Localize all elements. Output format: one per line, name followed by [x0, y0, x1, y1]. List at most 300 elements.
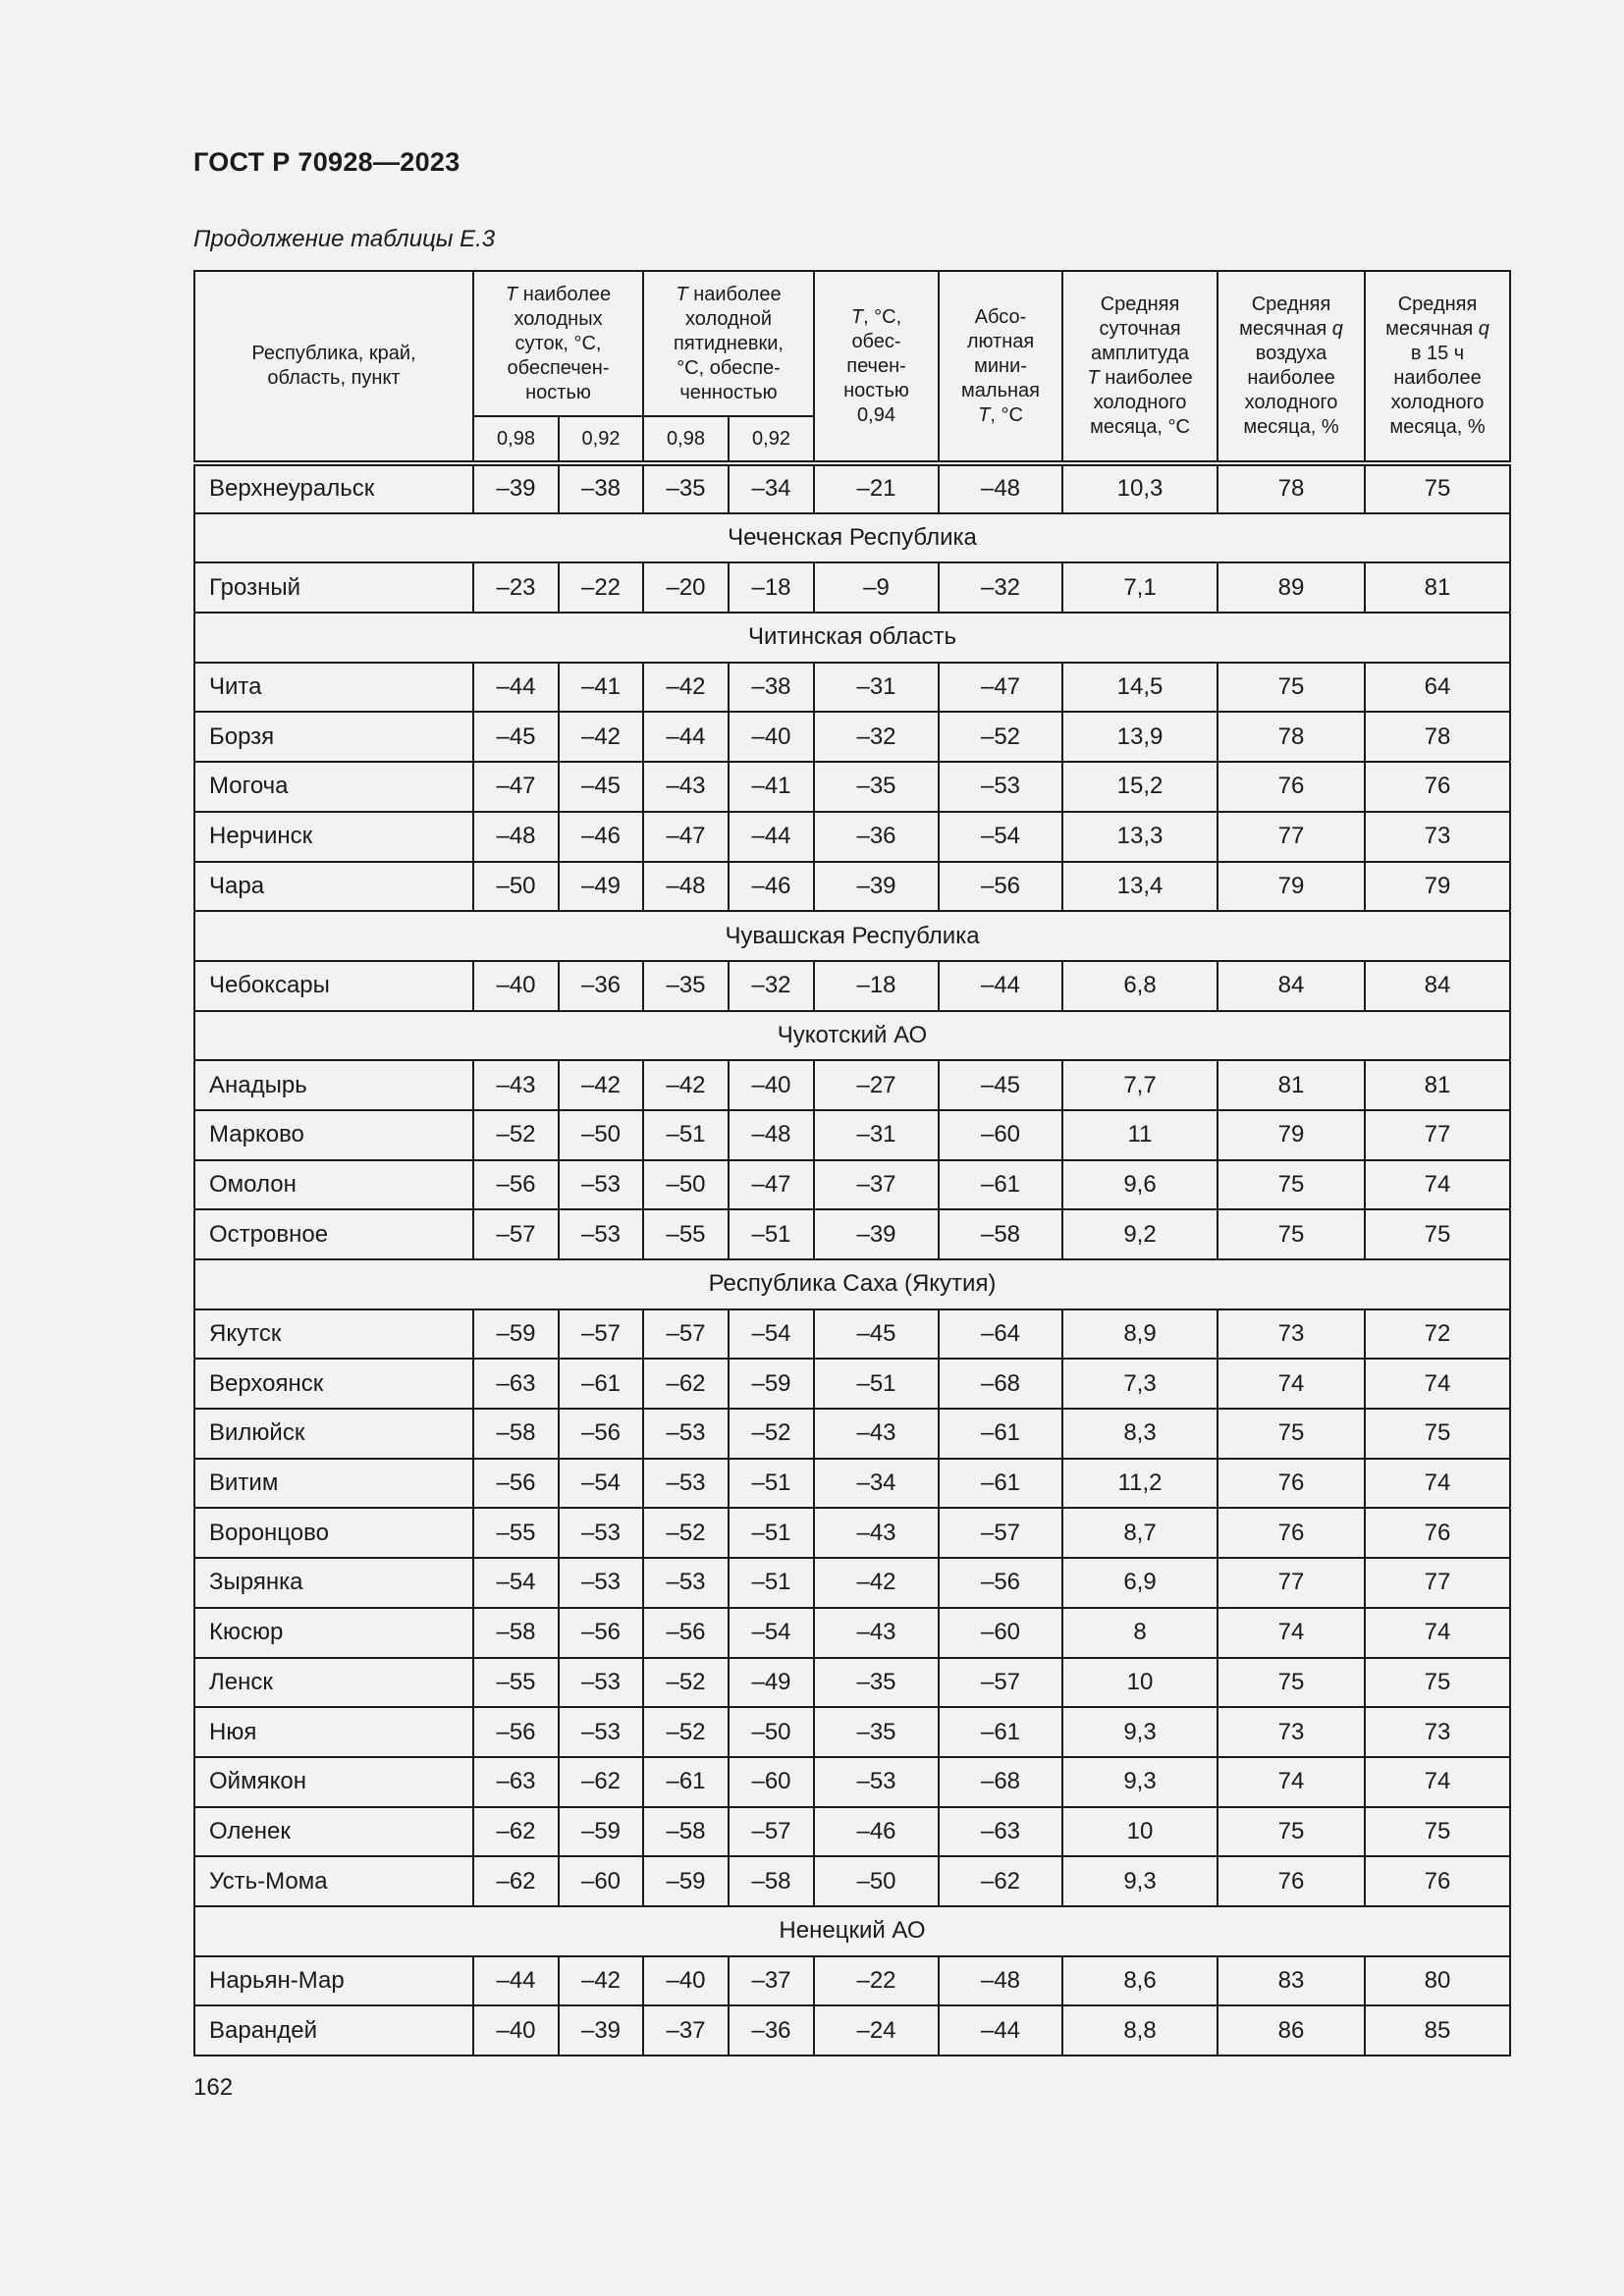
value-cell: 76	[1218, 1856, 1365, 1906]
value-cell: 84	[1218, 961, 1365, 1011]
value-cell: –37	[643, 2005, 729, 2056]
value-cell: –38	[729, 663, 814, 713]
value-cell: 75	[1365, 1409, 1510, 1459]
value-cell: 74	[1218, 1359, 1365, 1409]
place-name-cell: Усть-Мома	[194, 1856, 473, 1906]
value-cell: –50	[814, 1856, 939, 1906]
table-row	[194, 712, 1510, 762]
value-cell: –35	[643, 463, 729, 513]
value-cell: –40	[473, 2005, 559, 2056]
value-cell: –35	[814, 762, 939, 812]
value-cell: –47	[939, 663, 1062, 713]
value-cell: 80	[1365, 1956, 1510, 2006]
table-row	[194, 1110, 1510, 1160]
value-cell: –62	[473, 1856, 559, 1906]
place-name-cell: Оленек	[194, 1807, 473, 1857]
table-row	[194, 961, 1510, 1011]
value-cell: 9,3	[1062, 1856, 1218, 1906]
table-row	[194, 1807, 1510, 1857]
table-row	[194, 1757, 1510, 1807]
value-cell: 74	[1365, 1359, 1510, 1409]
value-cell: 78	[1218, 712, 1365, 762]
value-cell: –39	[559, 2005, 643, 2056]
value-cell: 8,7	[1062, 1508, 1218, 1558]
value-cell: 74	[1365, 1608, 1510, 1658]
value-cell: –57	[643, 1309, 729, 1360]
value-cell: –38	[559, 463, 643, 513]
place-name-cell: Могоча	[194, 762, 473, 812]
value-cell: –53	[559, 1209, 643, 1259]
value-cell: –62	[643, 1359, 729, 1409]
value-cell: –53	[559, 1508, 643, 1558]
value-cell: –54	[559, 1459, 643, 1509]
value-cell: 10	[1062, 1658, 1218, 1708]
value-cell: –60	[939, 1110, 1062, 1160]
value-cell: 15,2	[1062, 762, 1218, 812]
value-cell: –43	[814, 1508, 939, 1558]
value-cell: –44	[939, 961, 1062, 1011]
value-cell: 14,5	[1062, 663, 1218, 713]
place-name-cell: Варандей	[194, 2005, 473, 2056]
value-cell: –51	[643, 1110, 729, 1160]
value-cell: –61	[939, 1160, 1062, 1210]
value-cell: 75	[1218, 1409, 1365, 1459]
value-cell: –54	[729, 1309, 814, 1360]
value-cell: 76	[1218, 1508, 1365, 1558]
value-cell: –47	[473, 762, 559, 812]
value-cell: 76	[1365, 762, 1510, 812]
value-cell: 79	[1365, 862, 1510, 912]
value-cell: –53	[643, 1558, 729, 1608]
table-row	[194, 1459, 1510, 1509]
table-row	[194, 2005, 1510, 2056]
value-cell: 13,4	[1062, 862, 1218, 912]
table-row	[194, 1658, 1510, 1708]
value-cell: 8,8	[1062, 2005, 1218, 2056]
value-cell: –36	[729, 2005, 814, 2056]
value-cell: 11,2	[1062, 1459, 1218, 1509]
table-row	[194, 1707, 1510, 1757]
value-cell: –53	[559, 1160, 643, 1210]
value-cell: 75	[1365, 1807, 1510, 1857]
place-name-cell: Нарьян-Мар	[194, 1956, 473, 2006]
value-cell: 79	[1218, 862, 1365, 912]
value-cell: –35	[814, 1707, 939, 1757]
value-cell: –42	[559, 712, 643, 762]
value-cell: –32	[729, 961, 814, 1011]
value-cell: –44	[473, 1956, 559, 2006]
region-row	[194, 1011, 1510, 1061]
document-title: ГОСТ Р 70928—2023	[193, 147, 460, 177]
place-name-cell: Витим	[194, 1459, 473, 1509]
value-cell: 74	[1365, 1160, 1510, 1210]
table-row	[194, 1409, 1510, 1459]
value-cell: –46	[729, 862, 814, 912]
value-cell: –53	[559, 1558, 643, 1608]
value-cell: 10	[1062, 1807, 1218, 1857]
value-cell: –55	[473, 1508, 559, 1558]
place-name-cell: Кюсюр	[194, 1608, 473, 1658]
value-cell: –45	[559, 762, 643, 812]
value-cell: –39	[814, 1209, 939, 1259]
value-cell: 73	[1218, 1309, 1365, 1360]
value-cell: –54	[473, 1558, 559, 1608]
value-cell: 11	[1062, 1110, 1218, 1160]
value-cell: 64	[1365, 663, 1510, 713]
table-row	[194, 463, 1510, 513]
place-name-cell: Борзя	[194, 712, 473, 762]
value-cell: 9,3	[1062, 1707, 1218, 1757]
subheader-092: 0,92	[559, 416, 643, 463]
value-cell: –50	[559, 1110, 643, 1160]
value-cell: 13,9	[1062, 712, 1218, 762]
value-cell: –59	[643, 1856, 729, 1906]
value-cell: –58	[473, 1409, 559, 1459]
value-cell: 81	[1365, 1060, 1510, 1110]
table-row	[194, 1309, 1510, 1360]
value-cell: 83	[1218, 1956, 1365, 2006]
value-cell: –53	[814, 1757, 939, 1807]
value-cell: –56	[939, 862, 1062, 912]
value-cell: 78	[1365, 712, 1510, 762]
value-cell: –60	[939, 1608, 1062, 1658]
page-number: 162	[193, 2074, 234, 2101]
value-cell: –68	[939, 1757, 1062, 1807]
value-cell: 81	[1365, 562, 1510, 613]
value-cell: –42	[559, 1060, 643, 1110]
value-cell: –48	[473, 812, 559, 862]
value-cell: 9,3	[1062, 1757, 1218, 1807]
value-cell: –50	[473, 862, 559, 912]
header-humidity-15h: Средняя месячная q в 15 ч наиболее холодного месяца, %	[1365, 271, 1510, 463]
table-row	[194, 663, 1510, 713]
value-cell: –35	[814, 1658, 939, 1708]
value-cell: 75	[1365, 1209, 1510, 1259]
value-cell: –59	[729, 1359, 814, 1409]
region-row	[194, 613, 1510, 663]
value-cell: –56	[559, 1409, 643, 1459]
value-cell: –32	[814, 712, 939, 762]
value-cell: –39	[473, 463, 559, 513]
value-cell: –32	[939, 562, 1062, 613]
header-t-coldest-five-day: T наиболее холодной пятидневки, °С, обеспе- ченностью	[643, 271, 814, 416]
value-cell: 7,7	[1062, 1060, 1218, 1110]
value-cell: –46	[814, 1807, 939, 1857]
table-body	[194, 463, 1510, 2056]
value-cell: –42	[643, 1060, 729, 1110]
value-cell: –36	[814, 812, 939, 862]
value-cell: –52	[939, 712, 1062, 762]
value-cell: –53	[643, 1409, 729, 1459]
value-cell: –44	[473, 663, 559, 713]
place-name-cell: Якутск	[194, 1309, 473, 1360]
value-cell: 75	[1365, 463, 1510, 513]
value-cell: –9	[814, 562, 939, 613]
value-cell: –57	[559, 1309, 643, 1360]
value-cell: –31	[814, 1110, 939, 1160]
value-cell: –61	[643, 1757, 729, 1807]
value-cell: –51	[729, 1558, 814, 1608]
value-cell: –41	[559, 663, 643, 713]
value-cell: –63	[939, 1807, 1062, 1857]
value-cell: –62	[473, 1807, 559, 1857]
value-cell: 77	[1365, 1558, 1510, 1608]
value-cell: 9,2	[1062, 1209, 1218, 1259]
value-cell: –55	[643, 1209, 729, 1259]
place-name-cell: Чара	[194, 862, 473, 912]
value-cell: –48	[729, 1110, 814, 1160]
value-cell: –39	[814, 862, 939, 912]
value-cell: 85	[1365, 2005, 1510, 2056]
table-row	[194, 1608, 1510, 1658]
place-name-cell: Ленск	[194, 1658, 473, 1708]
value-cell: –51	[814, 1359, 939, 1409]
value-cell: –61	[939, 1459, 1062, 1509]
value-cell: –43	[814, 1409, 939, 1459]
place-name-cell: Марково	[194, 1110, 473, 1160]
value-cell: –58	[729, 1856, 814, 1906]
value-cell: 6,8	[1062, 961, 1218, 1011]
value-cell: –41	[729, 762, 814, 812]
value-cell: –48	[643, 862, 729, 912]
value-cell: –51	[729, 1508, 814, 1558]
header-abs-min: Абсо- лютная мини- мальная T, °С	[939, 271, 1062, 463]
value-cell: 7,1	[1062, 562, 1218, 613]
value-cell: –44	[939, 2005, 1062, 2056]
region-row	[194, 1906, 1510, 1956]
value-cell: –68	[939, 1359, 1062, 1409]
value-cell: –18	[814, 961, 939, 1011]
value-cell: –54	[939, 812, 1062, 862]
value-cell: –53	[559, 1707, 643, 1757]
value-cell: 73	[1365, 1707, 1510, 1757]
value-cell: –64	[939, 1309, 1062, 1360]
value-cell: –47	[643, 812, 729, 862]
value-cell: –63	[473, 1359, 559, 1409]
value-cell: 77	[1218, 1558, 1365, 1608]
header-monthly-humidity: Средняя месячная q воздуха наиболее холодного месяца, %	[1218, 271, 1365, 463]
value-cell: –47	[729, 1160, 814, 1210]
value-cell: –56	[939, 1558, 1062, 1608]
table-row	[194, 862, 1510, 912]
value-cell: 8,6	[1062, 1956, 1218, 2006]
value-cell: 78	[1218, 463, 1365, 513]
value-cell: –60	[559, 1856, 643, 1906]
value-cell: –55	[473, 1658, 559, 1708]
value-cell: –61	[939, 1707, 1062, 1757]
region-row	[194, 911, 1510, 961]
value-cell: –31	[814, 663, 939, 713]
value-cell: 6,9	[1062, 1558, 1218, 1608]
value-cell: 8,3	[1062, 1409, 1218, 1459]
place-name-cell: Верхоянск	[194, 1359, 473, 1409]
value-cell: –56	[473, 1160, 559, 1210]
value-cell: –53	[643, 1459, 729, 1509]
value-cell: 73	[1218, 1707, 1365, 1757]
value-cell: –23	[473, 562, 559, 613]
value-cell: –57	[473, 1209, 559, 1259]
value-cell: –40	[643, 1956, 729, 2006]
table-row	[194, 762, 1510, 812]
value-cell: 74	[1365, 1459, 1510, 1509]
value-cell: –22	[559, 562, 643, 613]
value-cell: –56	[643, 1608, 729, 1658]
table-row	[194, 1558, 1510, 1608]
place-name-cell: Воронцово	[194, 1508, 473, 1558]
value-cell: –43	[473, 1060, 559, 1110]
value-cell: –61	[559, 1359, 643, 1409]
table-row	[194, 1209, 1510, 1259]
region-label: Чеченская Республика	[194, 513, 1510, 563]
value-cell: –37	[729, 1956, 814, 2006]
value-cell: –24	[814, 2005, 939, 2056]
value-cell: –36	[559, 961, 643, 1011]
value-cell: –44	[729, 812, 814, 862]
place-name-cell: Зырянка	[194, 1558, 473, 1608]
place-name-cell: Оймякон	[194, 1757, 473, 1807]
header-t-094: T, °С, обес- печен- ностью 0,94	[814, 271, 939, 463]
value-cell: –51	[729, 1209, 814, 1259]
value-cell: –34	[814, 1459, 939, 1509]
value-cell: –56	[473, 1707, 559, 1757]
value-cell: 76	[1218, 762, 1365, 812]
region-row	[194, 513, 1510, 563]
value-cell: –40	[729, 1060, 814, 1110]
value-cell: 77	[1365, 1110, 1510, 1160]
value-cell: 75	[1218, 1658, 1365, 1708]
value-cell: –62	[939, 1856, 1062, 1906]
value-cell: –42	[643, 663, 729, 713]
value-cell: –42	[559, 1956, 643, 2006]
value-cell: –59	[559, 1807, 643, 1857]
value-cell: –52	[643, 1508, 729, 1558]
value-cell: –63	[473, 1757, 559, 1807]
value-cell: –43	[814, 1608, 939, 1658]
table-row	[194, 1956, 1510, 2006]
value-cell: –21	[814, 463, 939, 513]
header-place: Республика, край, область, пункт	[194, 271, 473, 463]
value-cell: –42	[814, 1558, 939, 1608]
value-cell: –44	[643, 712, 729, 762]
value-cell: –45	[473, 712, 559, 762]
value-cell: –56	[559, 1608, 643, 1658]
value-cell: –27	[814, 1060, 939, 1110]
subheader-092: 0,92	[729, 416, 814, 463]
value-cell: –40	[473, 961, 559, 1011]
place-name-cell: Верхнеуральск	[194, 463, 473, 513]
value-cell: –58	[643, 1807, 729, 1857]
region-label: Чувашская Республика	[194, 911, 1510, 961]
value-cell: –40	[729, 712, 814, 762]
value-cell: 74	[1365, 1757, 1510, 1807]
value-cell: –59	[473, 1309, 559, 1360]
value-cell: 74	[1218, 1608, 1365, 1658]
value-cell: 77	[1218, 812, 1365, 862]
value-cell: –34	[729, 463, 814, 513]
place-name-cell: Чебоксары	[194, 961, 473, 1011]
value-cell: –35	[643, 961, 729, 1011]
value-cell: –45	[939, 1060, 1062, 1110]
value-cell: 72	[1365, 1309, 1510, 1360]
value-cell: 73	[1365, 812, 1510, 862]
value-cell: –54	[729, 1608, 814, 1658]
value-cell: –52	[729, 1409, 814, 1459]
value-cell: 76	[1365, 1856, 1510, 1906]
value-cell: 13,3	[1062, 812, 1218, 862]
subheader-098: 0,98	[473, 416, 559, 463]
value-cell: 76	[1218, 1459, 1365, 1509]
value-cell: –60	[729, 1757, 814, 1807]
place-name-cell: Грозный	[194, 562, 473, 613]
value-cell: –37	[814, 1160, 939, 1210]
table-row	[194, 562, 1510, 613]
value-cell: –48	[939, 1956, 1062, 2006]
table-row	[194, 1359, 1510, 1409]
value-cell: 75	[1218, 663, 1365, 713]
place-name-cell: Чита	[194, 663, 473, 713]
value-cell: –58	[473, 1608, 559, 1658]
place-name-cell: Островное	[194, 1209, 473, 1259]
value-cell: –18	[729, 562, 814, 613]
value-cell: –22	[814, 1956, 939, 2006]
place-name-cell: Нерчинск	[194, 812, 473, 862]
value-cell: –45	[814, 1309, 939, 1360]
region-label: Республика Саха (Якутия)	[194, 1259, 1510, 1309]
table-row	[194, 1508, 1510, 1558]
region-label: Чукотский АО	[194, 1011, 1510, 1061]
value-cell: 75	[1365, 1658, 1510, 1708]
value-cell: –61	[939, 1409, 1062, 1459]
value-cell: –62	[559, 1757, 643, 1807]
place-name-cell: Омолон	[194, 1160, 473, 1210]
value-cell: –57	[729, 1807, 814, 1857]
value-cell: –57	[939, 1508, 1062, 1558]
value-cell: –51	[729, 1459, 814, 1509]
value-cell: –43	[643, 762, 729, 812]
value-cell: 8,9	[1062, 1309, 1218, 1360]
value-cell: –49	[559, 862, 643, 912]
value-cell: –50	[729, 1707, 814, 1757]
value-cell: –53	[939, 762, 1062, 812]
value-cell: 76	[1365, 1508, 1510, 1558]
region-row	[194, 1259, 1510, 1309]
value-cell: 74	[1218, 1757, 1365, 1807]
table-row	[194, 1060, 1510, 1110]
subheader-098: 0,98	[643, 416, 729, 463]
header-t-coldest-day: T наиболее холодных суток, °С, обеспечен- ностью	[473, 271, 643, 416]
value-cell: –52	[643, 1658, 729, 1708]
region-label: Ненецкий АО	[194, 1906, 1510, 1956]
value-cell: 86	[1218, 2005, 1365, 2056]
region-label: Читинская область	[194, 613, 1510, 663]
value-cell: 84	[1365, 961, 1510, 1011]
value-cell: –49	[729, 1658, 814, 1708]
value-cell: 7,3	[1062, 1359, 1218, 1409]
value-cell: 75	[1218, 1209, 1365, 1259]
value-cell: 10,3	[1062, 463, 1218, 513]
place-name-cell: Вилюйск	[194, 1409, 473, 1459]
value-cell: 89	[1218, 562, 1365, 613]
place-name-cell: Нюя	[194, 1707, 473, 1757]
value-cell: –58	[939, 1209, 1062, 1259]
value-cell: 81	[1218, 1060, 1365, 1110]
header-daily-amplitude: Средняя суточная амплитуда T наиболее холодного месяца, °С	[1062, 271, 1218, 463]
place-name-cell: Анадырь	[194, 1060, 473, 1110]
value-cell: –57	[939, 1658, 1062, 1708]
value-cell: 75	[1218, 1160, 1365, 1210]
value-cell: –56	[473, 1459, 559, 1509]
value-cell: –46	[559, 812, 643, 862]
